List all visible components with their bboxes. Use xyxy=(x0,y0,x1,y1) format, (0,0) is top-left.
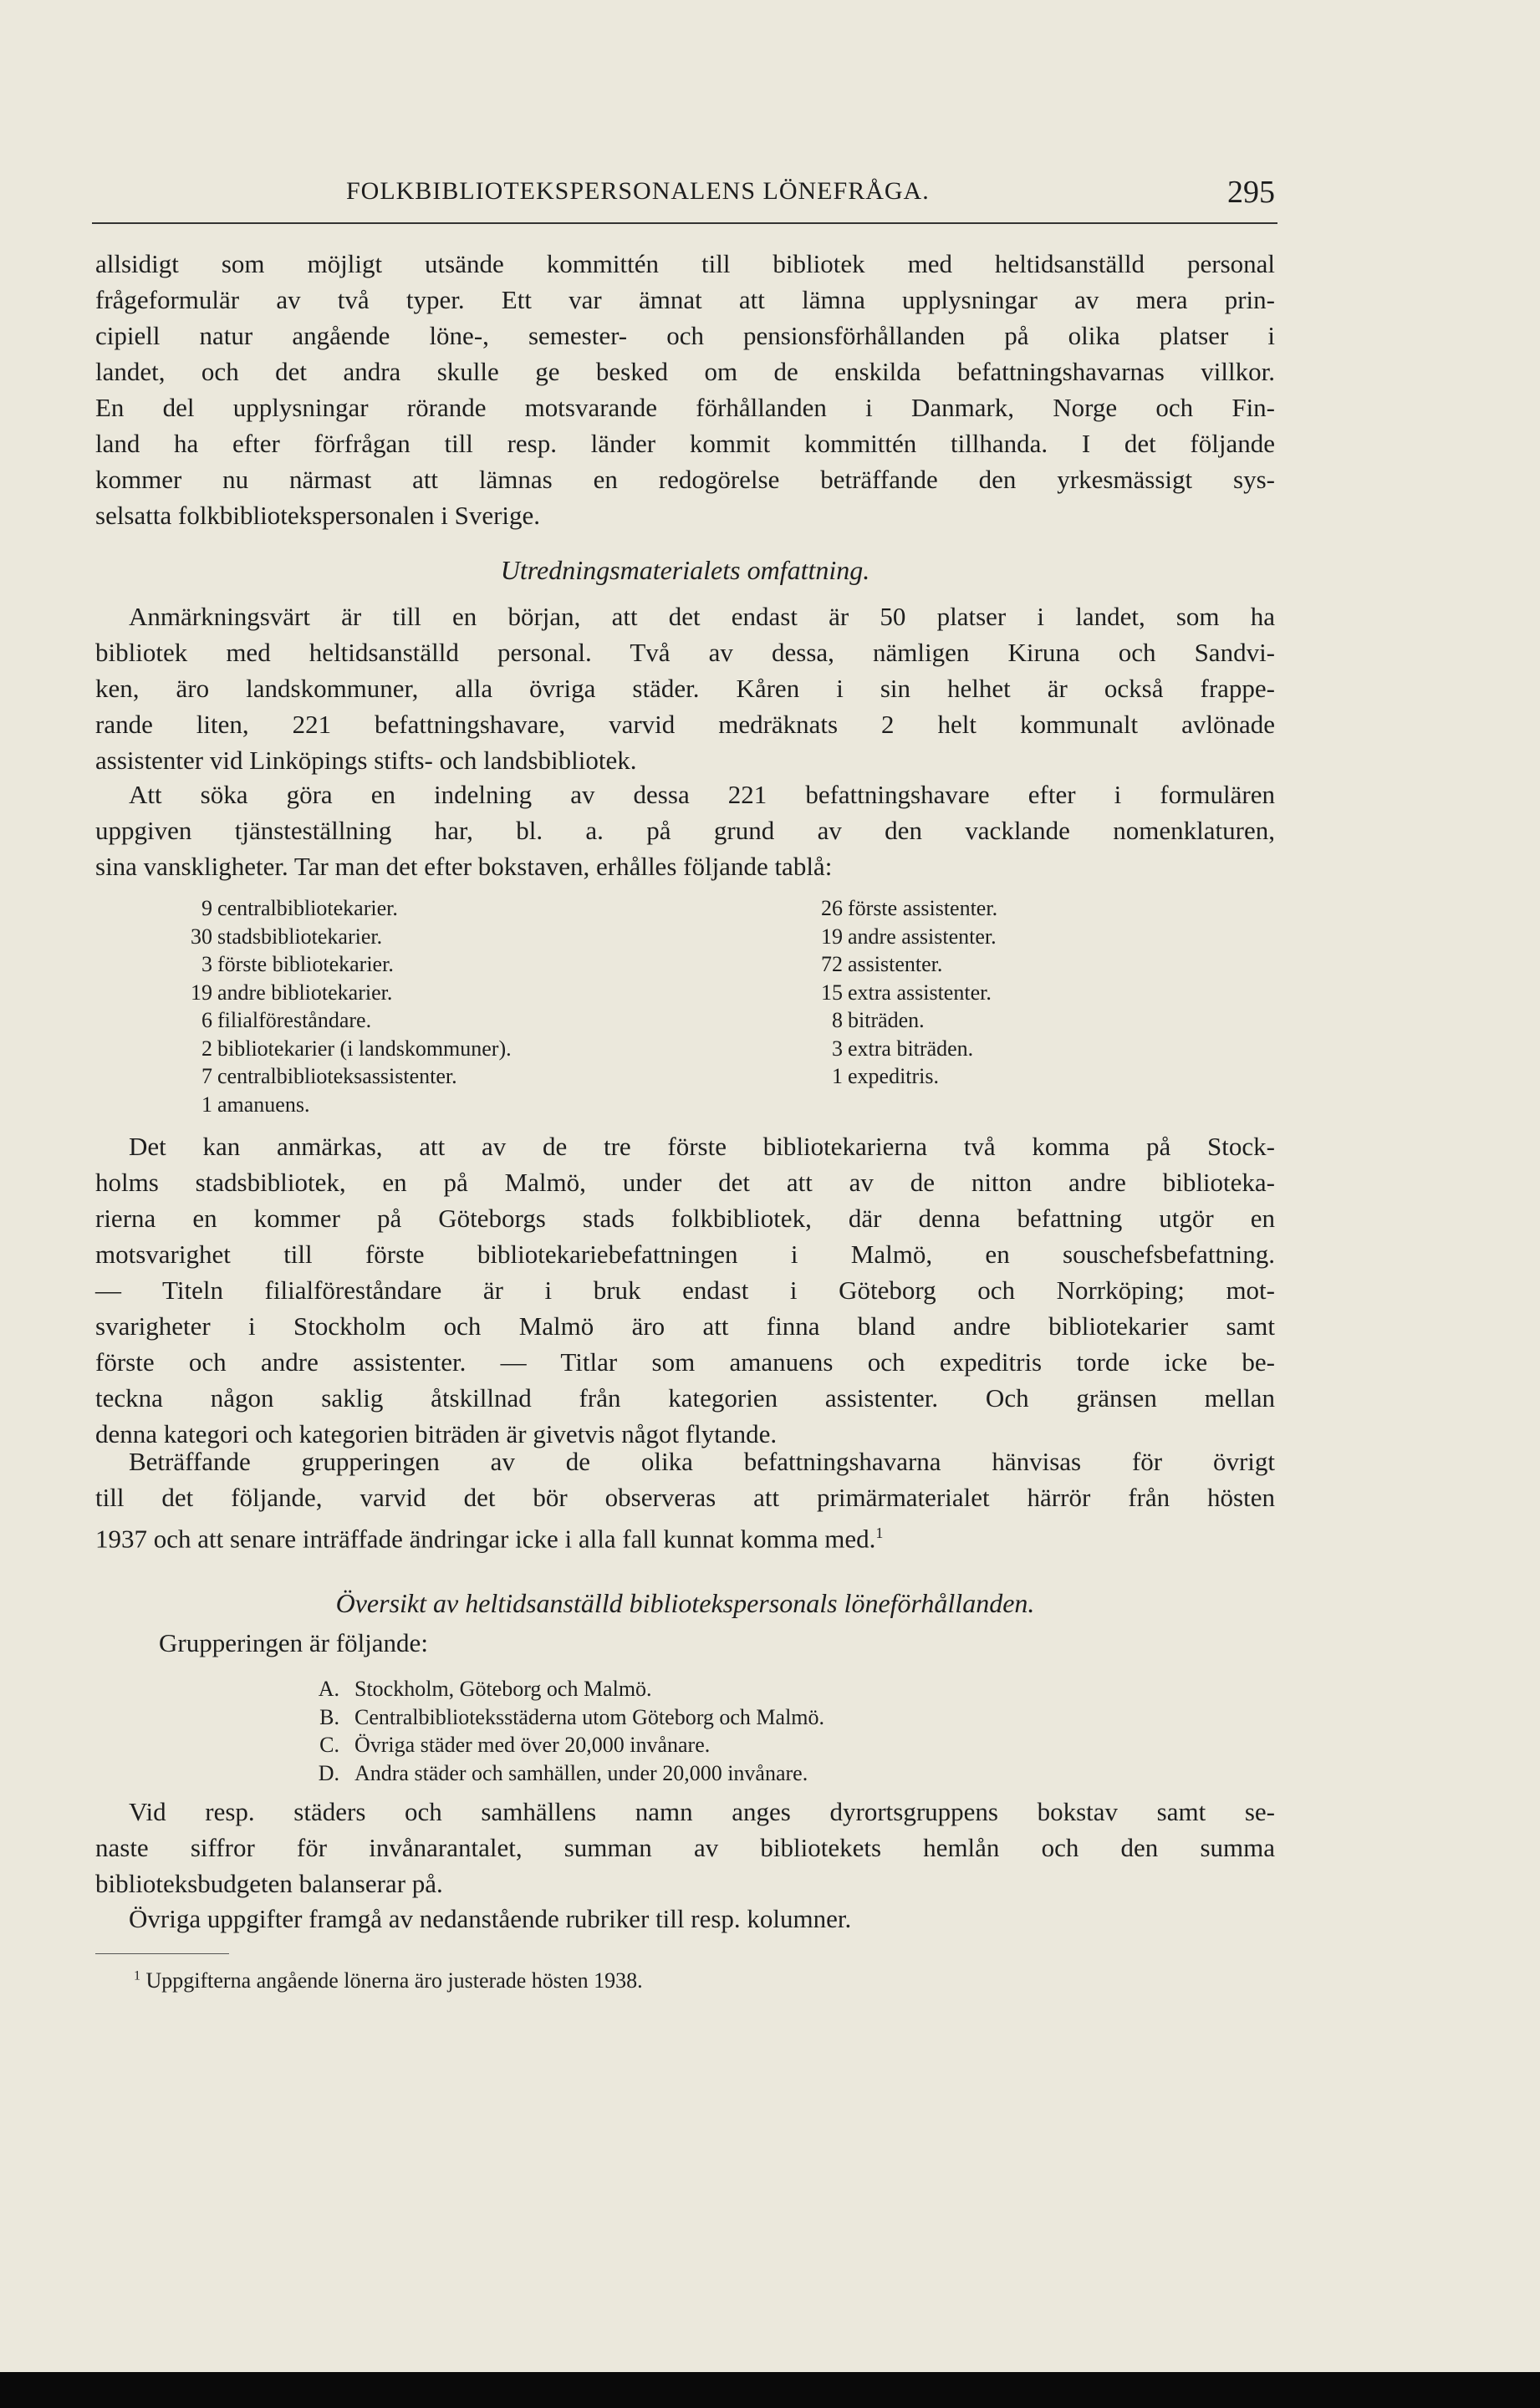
remarks-line: holms stadsbibliotek, en på Malmö, under det att av de nitton andre biblioteka- xyxy=(95,1168,1275,1197)
staff-count: 9 xyxy=(201,896,212,920)
group-text: Stockholm, Göteborg och Malmö. xyxy=(354,1677,652,1701)
group-text: Centralbiblioteksstäderna utom Göteborg och Malmö. xyxy=(354,1704,825,1729)
staff-count: 19 xyxy=(191,980,212,1005)
staff-list-item xyxy=(803,979,997,1007)
footnote-marker: 1 xyxy=(875,1525,884,1541)
staff-list-item xyxy=(803,923,997,951)
staff-list-item xyxy=(172,923,512,951)
staff-title: amanuens. xyxy=(217,1092,310,1117)
group-letter: B. xyxy=(319,1704,339,1729)
staff-title: extra assistenter. xyxy=(848,980,992,1005)
staff-count: 1 xyxy=(201,1092,212,1117)
remarks-line: — Titeln filialföreståndare är i bruk endast i Göteborg och Norrköping; mot- xyxy=(95,1275,1275,1305)
staff-count: 3 xyxy=(201,952,212,976)
town-data-line: naste siffror för invånarantalet, summan av bibliotekets hemlån och den summa xyxy=(95,1833,1275,1862)
staff-list-item xyxy=(172,1091,512,1119)
staff-list-item xyxy=(172,1006,512,1035)
group-list xyxy=(309,1675,824,1787)
remarks-line: Det kan anmärkas, att av de tre förste bibliotekarierna två komma på Stock- xyxy=(129,1132,1275,1161)
group-text: Andra städer och samhällen, under 20,000 invånare. xyxy=(354,1760,808,1785)
staff-count: 72 xyxy=(821,952,843,976)
remarks-line: rierna en kommer på Göteborgs stads folkbibliotek, där denna befattning utgör en xyxy=(95,1204,1275,1233)
staff-title: filialföreståndare. xyxy=(217,1008,372,1032)
staff-list-item xyxy=(172,1062,512,1091)
scope-line: bibliotek med heltidsanställd personal. Två av dessa, nämligen Kiruna och Sandvi- xyxy=(95,638,1275,667)
paragraph-intro xyxy=(95,246,1275,533)
grouping-intro: Grupperingen är följande: xyxy=(159,1628,428,1657)
staff-list-right xyxy=(803,894,997,1091)
staff-list-item xyxy=(803,1006,997,1035)
staff-count: 6 xyxy=(201,1008,212,1032)
staff-count: 2 xyxy=(201,1036,212,1061)
section-heading-overview: Översikt av heltidsanställd bibliotekspersonals löneförhållanden. xyxy=(335,1588,1035,1618)
remarks-line: svarigheter i Stockholm och Malmö äro att finna bland andre bibliotekarier samt xyxy=(95,1311,1275,1341)
scope-line: ken, äro landskommuner, alla övriga städer. Kåren i sin helhet är också frappe- xyxy=(95,674,1275,703)
scope-line: rande liten, 221 befattningshavare, varvid medräknats 2 helt kommunalt avlönade xyxy=(95,710,1275,739)
intro-line: cipiell natur angående löne-, semester- och pensionsförhållanden på olika platser i xyxy=(95,321,1275,350)
group-letter: D. xyxy=(318,1760,339,1785)
staff-count: 15 xyxy=(821,980,843,1005)
intro-line: land ha efter förfrågan till resp. länder kommit kommittén tillhanda. I det följande xyxy=(95,429,1275,458)
group-text: Övriga städer med över 20,000 invånare. xyxy=(354,1733,711,1757)
staff-list-item xyxy=(803,1035,997,1063)
paragraph-columns: Övriga uppgifter framgå av nedanstående rubriker till resp. kolumner. xyxy=(129,1904,852,1933)
group-item xyxy=(309,1675,824,1703)
staff-title: centralbibliotekarier. xyxy=(217,896,398,920)
page-number: 295 xyxy=(1227,175,1275,210)
group-letter: A. xyxy=(318,1677,339,1701)
classification-line: Att söka göra en indelning av dessa 221 befattningshavare efter i formulären xyxy=(129,780,1275,809)
group-item xyxy=(309,1731,824,1759)
group-letter: C. xyxy=(319,1733,339,1757)
intro-line: selsatta folkbibliotekspersonalen i Sverige. xyxy=(95,501,541,530)
staff-title: biträden. xyxy=(848,1008,925,1032)
staff-count: 7 xyxy=(201,1064,212,1088)
staff-count: 8 xyxy=(832,1008,843,1032)
staff-count: 19 xyxy=(821,924,843,949)
staff-title: förste bibliotekarier. xyxy=(217,952,394,976)
staff-count: 1 xyxy=(832,1064,843,1088)
staff-list-item xyxy=(172,1035,512,1063)
intro-line: En del upplysningar rörande motsvarande förhållanden i Danmark, Norge och Fin- xyxy=(95,393,1275,422)
footnote: $^1$ Uppgifterna angående lönerna äro justerade hösten 1938. xyxy=(134,1968,643,1993)
staff-list-item xyxy=(172,979,512,1007)
town-data-line: Vid resp. städers och samhällens namn anges dyrortsgruppens bokstav samt se- xyxy=(129,1797,1275,1826)
grouping-line: 1937 och att senare inträffade ändringar icke i alla fall kunnat komma med.$^1$ xyxy=(95,1524,884,1554)
running-title: FOLKBIBLIOTEKSPERSONALENS LÖNEFRÅGA. xyxy=(346,177,930,205)
remarks-line: denna kategori och kategorien biträden är givetvis något flytande. xyxy=(95,1419,778,1448)
remarks-line: förste och andre assistenter. — Titlar som amanuens och expeditris torde icke be- xyxy=(95,1347,1275,1377)
remarks-line: teckna någon saklig åtskillnad från kategorien assistenter. Och gränsen mellan xyxy=(95,1383,1275,1413)
staff-title: förste assistenter. xyxy=(848,896,998,920)
scope-line: assistenter vid Linköpings stifts- och landsbibliotek. xyxy=(95,746,637,775)
group-item xyxy=(309,1703,824,1732)
staff-count: 30 xyxy=(191,924,212,949)
staff-list-item xyxy=(803,950,997,979)
staff-list-item xyxy=(172,894,512,923)
staff-title: andre assistenter. xyxy=(848,924,997,949)
scope-line: Anmärkningsvärt är till en början, att det endast är 50 platser i landet, som ha xyxy=(129,602,1275,631)
paragraph-grouping xyxy=(95,1443,1275,1554)
staff-list-item xyxy=(803,1062,997,1091)
paragraph-scope xyxy=(95,598,1275,778)
scan-border xyxy=(0,2372,1540,2408)
header-rule xyxy=(92,222,1277,224)
intro-line: allsidigt som möjligt utsände kommittén till bibliotek med heltidsanställd personal xyxy=(95,249,1275,278)
staff-title: assistenter. xyxy=(848,952,943,976)
staff-list-left xyxy=(172,894,512,1118)
section-heading-scope: Utredningsmaterialets omfattning. xyxy=(500,555,870,585)
staff-title: bibliotekarier (i landskommuner). xyxy=(217,1036,512,1061)
staff-title: extra biträden. xyxy=(848,1036,974,1061)
paragraph-remarks xyxy=(95,1128,1275,1452)
town-data-line: biblioteksbudgeten balanserar på. xyxy=(95,1869,443,1898)
staff-title: andre bibliotekarier. xyxy=(217,980,393,1005)
intro-line: kommer nu närmast att lämnas en redogörelse beträffande den yrkesmässigt sys- xyxy=(95,465,1275,494)
intro-line: landet, och det andra skulle ge besked om de enskilda befattningshavarnas villkor. xyxy=(95,357,1275,386)
paragraph-town-data xyxy=(95,1794,1275,1901)
remarks-line: motsvarighet till förste bibliotekariebefattningen i Malmö, en souschefsbefattning. xyxy=(95,1240,1275,1269)
running-header xyxy=(95,177,1275,214)
staff-count: 26 xyxy=(821,896,843,920)
staff-title: expeditris. xyxy=(848,1064,940,1088)
classification-line: uppgiven tjänsteställning har, bl. a. på grund av den vacklande nomenklaturen, xyxy=(95,816,1275,845)
group-item xyxy=(309,1759,824,1788)
paragraph-classification xyxy=(95,776,1275,884)
staff-list-item xyxy=(172,950,512,979)
grouping-line: till det följande, varvid det bör observeras att primärmaterialet härrör från hösten xyxy=(95,1483,1275,1512)
classification-line: sina vanskligheter. Tar man det efter bokstaven, erhålles följande tablå: xyxy=(95,852,833,881)
staff-list-item xyxy=(803,894,997,923)
staff-title: centralbiblioteksassistenter. xyxy=(217,1064,457,1088)
grouping-line: Beträffande grupperingen av de olika befattningshavarna hänvisas för övrigt xyxy=(129,1447,1275,1476)
intro-line: frågeformulär av två typer. Ett var ämnat att lämna upplysningar av mera prin- xyxy=(95,285,1275,314)
staff-title: stadsbibliotekarier. xyxy=(217,924,383,949)
footnote-rule xyxy=(95,1953,229,1954)
staff-count: 3 xyxy=(832,1036,843,1061)
